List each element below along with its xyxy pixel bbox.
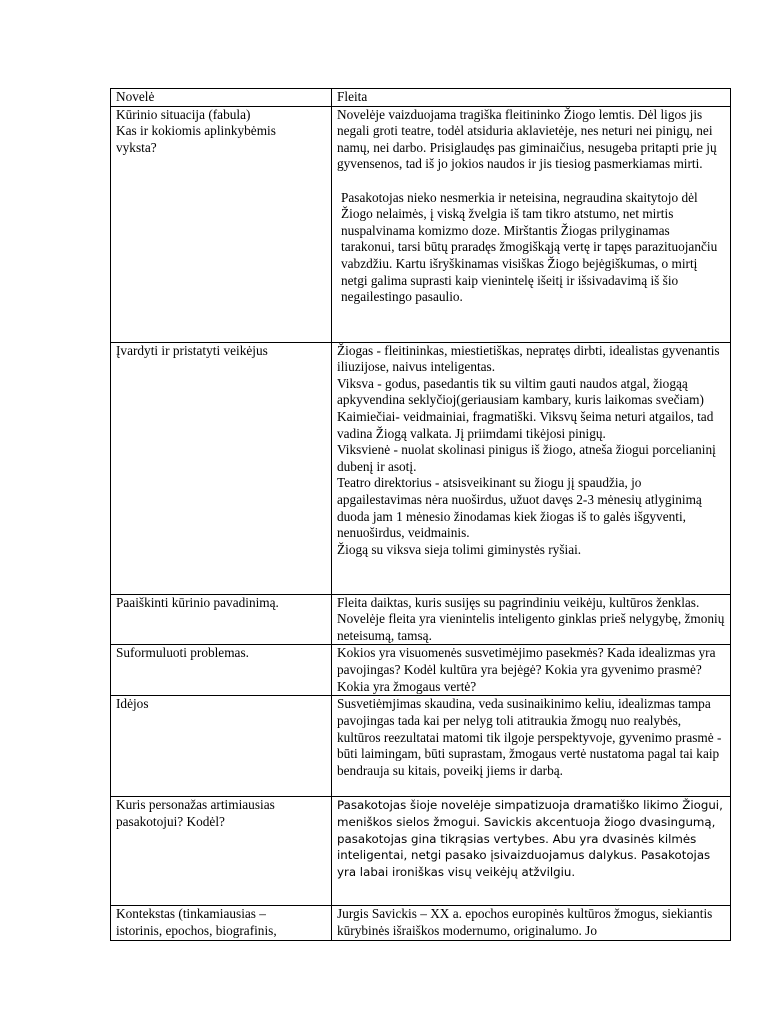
table-row xyxy=(111,645,731,696)
question-cell: Įvardyti ir pristatyti veikėjus xyxy=(111,342,332,594)
answer-cell: Susvetiėmjimas skaudina, veda susinaikinimo keliu, idealizmas tampa pavojingas tada kai per nelyg toli atitraukia žmogų nuo realybės, kultūros reezultatai matomi tik ilgoje perspektyvoje, gyvenimo prasmė - būti laimingam, būti suprastam, žmogaus vertė nustatoma pagal tai kaip bendrauja su kitais, poveikį jiems ir darbą. xyxy=(332,696,731,797)
character-entry: Teatro direktorius - atsisveikinant su žiogu jį spaudžia, jo apgailestavimas nėra nuoširdus, užuot davęs 2-3 mėnesių atlyginimą duoda jam 1 mėnesio žinodamas kiek žiogas iš to galės išgyventi, nenuoširdus, veidmainis. xyxy=(337,475,702,541)
character-entry: Viksva - godus, pasedantis tik su viltim gauti naudos atgal, žiogąą apkyvendina seklyčioj(geriausiam kambary, kuris laikomas svečiam) xyxy=(337,375,704,408)
answer-cell xyxy=(332,342,731,594)
table-row xyxy=(111,906,731,940)
header-cell-title xyxy=(332,89,731,107)
answer-cell: Jurgis Savickis – XX a. epochos europinės kultūros žmogus, siekiantis kūrybinės išraiškos modernumo, originalumo. Jo xyxy=(332,906,731,940)
header-cell-novel xyxy=(111,89,332,107)
question-cell: Idėjos xyxy=(111,696,332,797)
character-entry: Kaimiečiai- veidmainiai, fragmatiški. Viksvų šeima neturi atgailos, tad vadina Žiogą valkata. Jį priimdami tikėjosi pinigų. xyxy=(337,408,714,441)
answer-cell: Fleita daiktas, kuris susijęs su pagrindiniu veikėju, kultūros ženklas. Novelėje fleita yra vienintelis inteligento ginklas prieš nelygybę, žmonių neteisumą, tamsą. xyxy=(332,594,731,645)
literature-analysis-table xyxy=(110,88,731,941)
answer-cell xyxy=(332,106,731,342)
answer-paragraph: Pasakotojas nieko nesmerkia ir neteisina, negraudina skaitytojo dėl Žiogo nelaimės, į viską žvelgia iš tam tikro atstumo, net mirtis nuspalvinama komizmo doze. Mirštantis Žiogas prilyginamas tarakonui, tarsi būtų praradęs žmogiškąją vertę ir tapęs parazituojančiu vabzdžiu. Kartu išryškinamas visiškas Žiogo bejėgiškumas, o mirtį netgi galima suprasti kaip vienintelę išeitį ir išsivadavimą iš šio negailestingo pasaulio. xyxy=(341,189,718,305)
question-cell: Kontekstas (tinkamiausias – istorinis, epochos, biografinis, xyxy=(111,906,332,940)
question-cell: Paaiškinti kūrinio pavadinimą. xyxy=(111,594,332,645)
question-cell: Kūrinio situacija (fabula) Kas ir kokiomis aplinkybėmis vyksta? xyxy=(111,106,332,342)
answer-cell: Pasakotojas šioje novelėje simpatizuoja dramatiško likimo Žiogui, meniškos sielos žmogui. Savickis akcentuoja žiogo dvasingumą, pasakotojas gina tikrąsias vertybes. Abu yra dvasinės kilmės inteligentai, netgi pasako įsivaizduojamus dalykus. Pasakotojas yra labai ironiškas visų veikėjų atžvilgiu. xyxy=(332,797,731,906)
character-entry: Viksvienė - nuolat skolinasi pinigus iš žiogo, atneša žiogui porcelianinį dubenį ir asotį. xyxy=(337,442,716,474)
header-label-title: Fleita xyxy=(337,89,368,104)
question-cell: Suformuluoti problemas. xyxy=(111,645,332,696)
table-header-row xyxy=(111,89,731,107)
table-row xyxy=(111,342,731,594)
table-row xyxy=(111,797,731,906)
table-row xyxy=(111,696,731,797)
table-row xyxy=(111,106,731,342)
paragraph-spacer xyxy=(337,173,726,190)
character-entry: Žiogas - fleitininkas, miestietiškas, nepratęs dirbti, idealistas gyvenantis iliuzijose, naivus inteligentas. xyxy=(337,342,720,375)
header-label-novel: Novelė xyxy=(116,89,155,104)
question-cell: Kuris personažas artimiausias pasakotojui? Kodėl? xyxy=(111,797,332,906)
answer-paragraph: Novelėje vaizduojama tragiška fleitininko Žiogo lemtis. Dėl ligos jis negali groti teatre, todėl atsiduria aklavietėje, nes neturi nei pinigų, nei namų, nei darbo. Prisiglaudęs pas giminaičius, nesugeba pritapti prie jų gyvensenos, tad iš jo jokios naudos ir jis tiesiog pasmerkiamas mirti. xyxy=(337,106,717,172)
table-row xyxy=(111,594,731,645)
character-entry: Žiogą su viksva sieja tolimi giminystės ryšiai. xyxy=(337,541,582,557)
answer-cell: Kokios yra visuomenės susvetimėjimo pasekmės? Kada idealizmas yra pavojingas? Kodėl kultūra yra bejėgė? Kokia yra gyvenimo prasmė? Kokia yra žmogaus vertė? xyxy=(332,645,731,696)
